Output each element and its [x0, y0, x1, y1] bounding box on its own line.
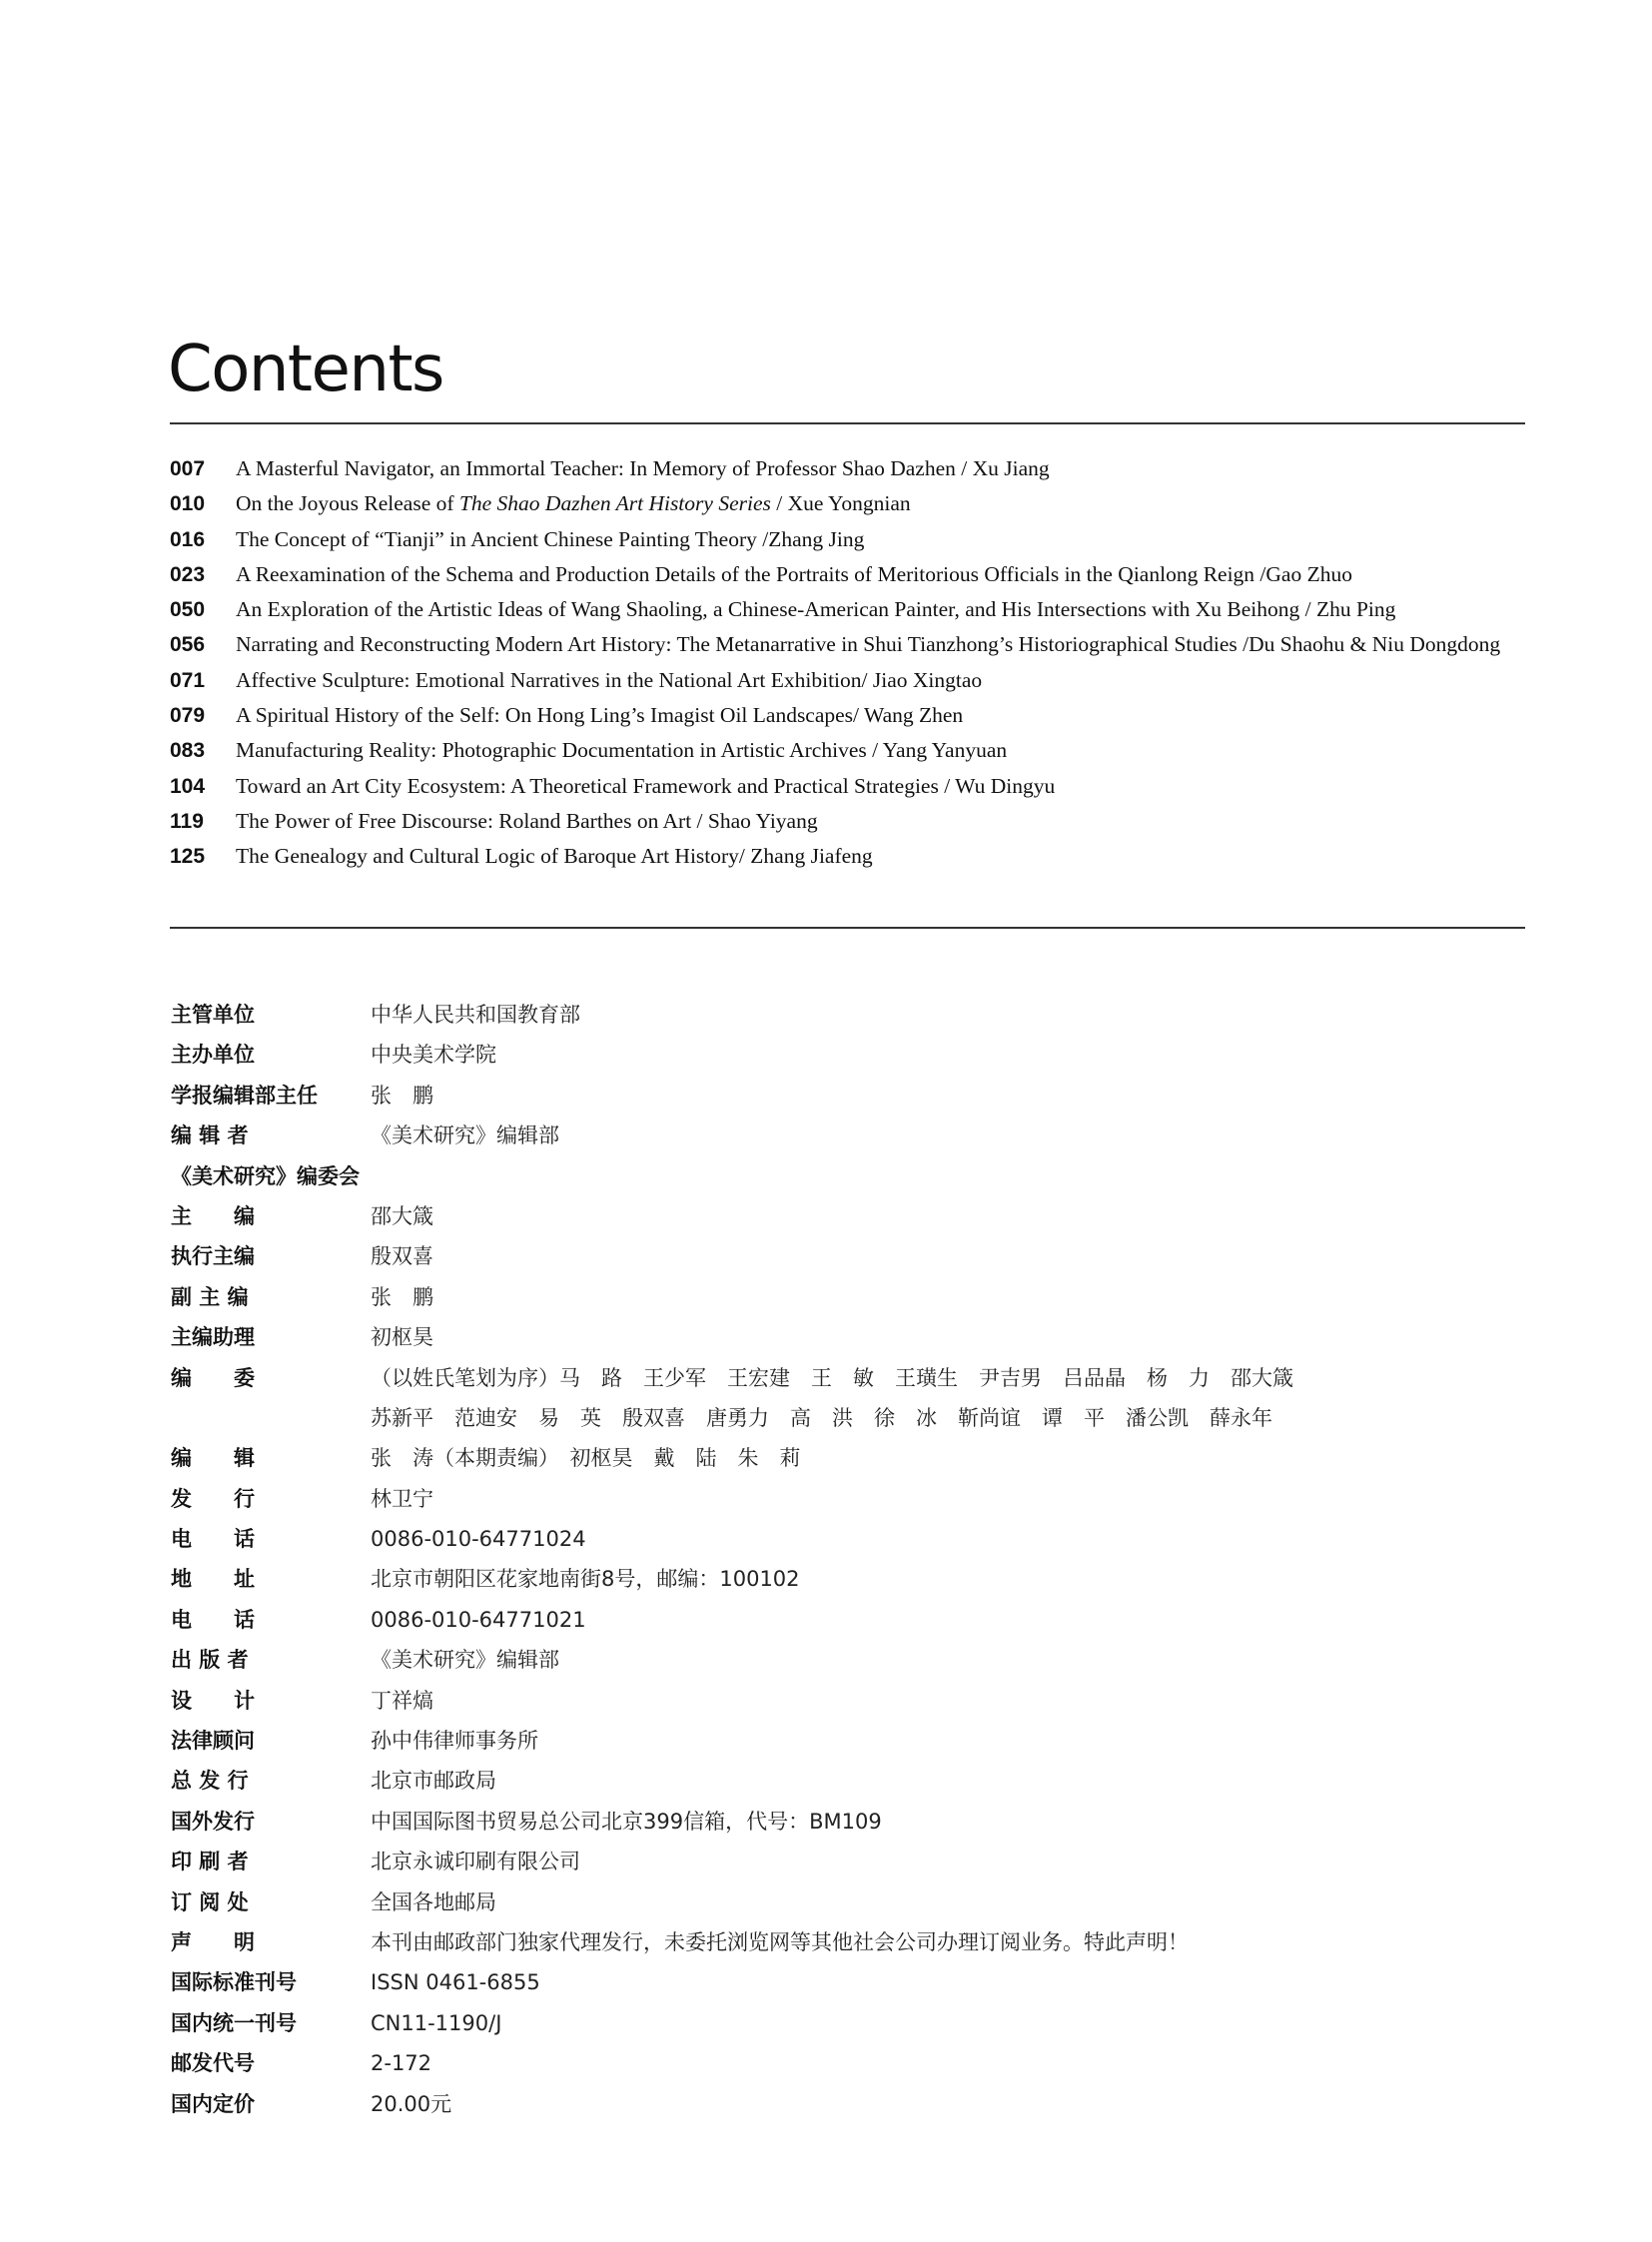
toc-page-number: 010	[170, 492, 206, 516]
masthead-row	[171, 1156, 1469, 1196]
masthead-row	[171, 1962, 1469, 2002]
toc-entry-text: The Concept of “Tianji” in Ancient Chinese Painting Theory /Zhang Jing	[236, 526, 865, 551]
masthead-label: 副 主 编	[171, 1284, 249, 1309]
masthead-row	[171, 1236, 1469, 1276]
toc-entry	[170, 663, 1525, 698]
masthead-row	[171, 1196, 1469, 1236]
masthead-label: 学报编辑部主任	[171, 1083, 318, 1108]
masthead-info	[171, 995, 1469, 2124]
toc-entry-text: Manufacturing Reality: Photographic Documentation in Artistic Archives / Yang Yanyuan	[236, 738, 1008, 763]
toc-entry	[170, 804, 1525, 839]
masthead-row	[171, 2003, 1469, 2043]
masthead-value: 张 涛（本期责编） 初枢昊 戴 陆 朱 莉	[371, 1446, 801, 1471]
masthead-row	[171, 1317, 1469, 1357]
masthead-label: 主管单位	[171, 1003, 255, 1027]
masthead-label: 邮发代号	[171, 2051, 255, 2076]
toc-entry-text: The Power of Free Discourse: Roland Barthes on Art / Shao Yiyang	[236, 808, 818, 833]
masthead-value: 0086-010-64771021	[371, 1607, 586, 1632]
masthead-label: 电 话	[171, 1607, 255, 1632]
toc-entry	[170, 451, 1525, 486]
masthead-value: 中华人民共和国教育部	[371, 1003, 580, 1027]
masthead-value: 北京永诚印刷有限公司	[371, 1850, 580, 1874]
masthead-label: 编 辑 者	[171, 1123, 249, 1148]
masthead-label: 声 明	[171, 1929, 255, 1954]
masthead-label: 电 话	[171, 1527, 255, 1552]
masthead-row	[171, 1882, 1469, 1922]
masthead-label: 地 址	[171, 1567, 255, 1592]
masthead-value: 《美术研究》编辑部	[371, 1648, 559, 1673]
masthead-value: 2-172	[371, 2051, 432, 2076]
masthead-label: 《美术研究》编委会	[171, 1163, 360, 1188]
masthead-label: 订 阅 处	[171, 1889, 249, 1914]
masthead-row	[171, 1479, 1469, 1519]
bottom-divider	[170, 927, 1525, 929]
masthead-label: 法律顾问	[171, 1729, 255, 1754]
masthead-value: 林卫宁	[371, 1486, 433, 1511]
masthead-value: 初枢昊	[371, 1325, 433, 1350]
toc-entry-text	[236, 486, 1525, 521]
toc-entry-text-before: On the Joyous Release of	[236, 491, 459, 516]
masthead-label: 执行主编	[171, 1244, 255, 1269]
toc-page-number: 007	[170, 457, 206, 480]
masthead-label: 国际标准刊号	[171, 1970, 297, 1995]
masthead-value: 北京市朝阳区花家地南街8号，邮编：100102	[371, 1567, 800, 1592]
toc-page-number: 056	[170, 633, 206, 657]
masthead-row	[171, 1398, 1469, 1438]
masthead-value: 全国各地邮局	[371, 1889, 496, 1914]
toc-entry	[170, 733, 1525, 768]
masthead-value: 张 鹏	[371, 1284, 433, 1309]
toc-page-number: 071	[170, 668, 206, 692]
toc-page-number: 079	[170, 704, 206, 728]
toc-page-number: 119	[170, 809, 204, 833]
masthead-value: （以姓氏笔划为序）马 路 王少军 王宏建 王 敏 王璜生 尹吉男 吕品晶 杨 力 邵大箴	[371, 1365, 1293, 1390]
masthead-label: 编 委	[171, 1365, 255, 1390]
masthead-row	[171, 1519, 1469, 1559]
masthead-row	[171, 1116, 1469, 1155]
masthead-row	[171, 1600, 1469, 1640]
masthead-row	[171, 1035, 1469, 1075]
masthead-value: 本刊由邮政部门独家代理发行，未委托浏览网等其他社会公司办理订阅业务。特此声明！	[371, 1929, 1189, 1954]
toc-page-number: 016	[170, 527, 206, 551]
masthead-value: 0086-010-64771024	[371, 1527, 586, 1552]
toc-entry-text: A Reexamination of the Schema and Production Details of the Portraits of Meritorious Officials in the Qianlong Reign /Gao Zhuo	[236, 561, 1352, 586]
masthead-label: 国内统一刊号	[171, 2010, 297, 2035]
toc-page-number: 104	[170, 774, 206, 798]
toc-entry	[170, 557, 1525, 592]
masthead-row	[171, 1681, 1469, 1721]
masthead-row	[171, 1802, 1469, 1842]
toc-entry-text: An Exploration of the Artistic Ideas of Wang Shaoling, a Chinese-American Painter, and His Intersections with Xu Beihong / Zhu Ping	[236, 597, 1396, 622]
masthead-value: CN11-1190/J	[371, 2010, 502, 2035]
masthead-row	[171, 2084, 1469, 2124]
toc-entry	[170, 627, 1525, 662]
toc-entry	[170, 839, 1525, 874]
toc-page-number: 050	[170, 598, 206, 622]
top-divider	[170, 422, 1525, 424]
masthead-label: 国内定价	[171, 2091, 255, 2116]
toc-entry	[170, 592, 1525, 627]
masthead-value: 苏新平 范迪安 易 英 殷双喜 唐勇力 高 洪 徐 冰 靳尚谊 谭 平 潘公凯 薛永年	[371, 1405, 1272, 1430]
masthead-row	[171, 1076, 1469, 1116]
masthead-row	[171, 1761, 1469, 1801]
toc-entry-text: Affective Sculpture: Emotional Narratives in the National Art Exhibition/ Jiao Xingtao	[236, 667, 983, 692]
masthead-value: 中央美术学院	[371, 1043, 496, 1068]
masthead-value: 中国国际图书贸易总公司北京399信箱，代号：BM109	[371, 1809, 882, 1834]
masthead-label: 主编助理	[171, 1325, 255, 1350]
toc-page-number: 023	[170, 562, 206, 586]
masthead-value: 北京市邮政局	[371, 1769, 496, 1794]
masthead-row	[171, 1721, 1469, 1761]
masthead-value: 张 鹏	[371, 1083, 433, 1108]
masthead-row	[171, 1358, 1469, 1398]
masthead-label: 国外发行	[171, 1809, 255, 1834]
toc-entry-text: A Masterful Navigator, an Immortal Teacher: In Memory of Professor Shao Dazhen / Xu Jiang	[236, 456, 1050, 480]
masthead-row	[171, 995, 1469, 1035]
toc-entry	[170, 698, 1525, 733]
masthead-row	[171, 1842, 1469, 1881]
toc-entry	[170, 486, 1525, 521]
masthead-label: 设 计	[171, 1688, 255, 1713]
toc-entry	[170, 769, 1525, 804]
masthead-row	[171, 1277, 1469, 1317]
masthead-label: 发 行	[171, 1486, 255, 1511]
toc-entry-text: Toward an Art City Ecosystem: A Theoretical Framework and Practical Strategies / Wu Dingyu	[236, 773, 1056, 798]
contents-title: Contents	[168, 333, 443, 406]
toc-page-number: 125	[170, 845, 206, 869]
masthead-value: ISSN 0461-6855	[371, 1970, 540, 1995]
masthead-value: 《美术研究》编辑部	[371, 1123, 559, 1148]
masthead-label: 主 编	[171, 1203, 255, 1228]
table-of-contents	[170, 451, 1525, 875]
masthead-label: 编 辑	[171, 1446, 255, 1471]
toc-entry-text-after: / Xue Yongnian	[770, 491, 911, 516]
toc-entry-text: Narrating and Reconstructing Modern Art History: The Metanarrative in Shui Tianzhong’s Historiographical Studies /Du Shaohu & Niu Dongdong	[236, 632, 1501, 657]
masthead-label: 出 版 者	[171, 1648, 249, 1673]
masthead-row	[171, 1559, 1469, 1599]
masthead-row	[171, 1640, 1469, 1680]
masthead-value: 殷双喜	[371, 1244, 433, 1269]
toc-entry-text: A Spiritual History of the Self: On Hong Ling’s Imagist Oil Landscapes/ Wang Zhen	[236, 703, 964, 728]
toc-entry	[170, 522, 1525, 557]
masthead-value: 20.00元	[371, 2091, 452, 2116]
masthead-label: 总 发 行	[171, 1769, 249, 1794]
toc-entry-text: The Genealogy and Cultural Logic of Baroque Art History/ Zhang Jiafeng	[236, 844, 873, 869]
masthead-label: 主办单位	[171, 1043, 255, 1068]
masthead-row	[171, 2043, 1469, 2083]
masthead-row	[171, 1438, 1469, 1478]
toc-page-number: 083	[170, 739, 206, 763]
masthead-row	[171, 1922, 1469, 1962]
toc-entry-book-title: The Shao Dazhen Art History Series	[458, 491, 771, 516]
masthead-label: 印 刷 者	[171, 1850, 249, 1874]
masthead-value: 丁祥熇	[371, 1688, 433, 1713]
masthead-value: 邵大箴	[371, 1203, 433, 1228]
masthead-value: 孙中伟律师事务所	[371, 1729, 538, 1754]
